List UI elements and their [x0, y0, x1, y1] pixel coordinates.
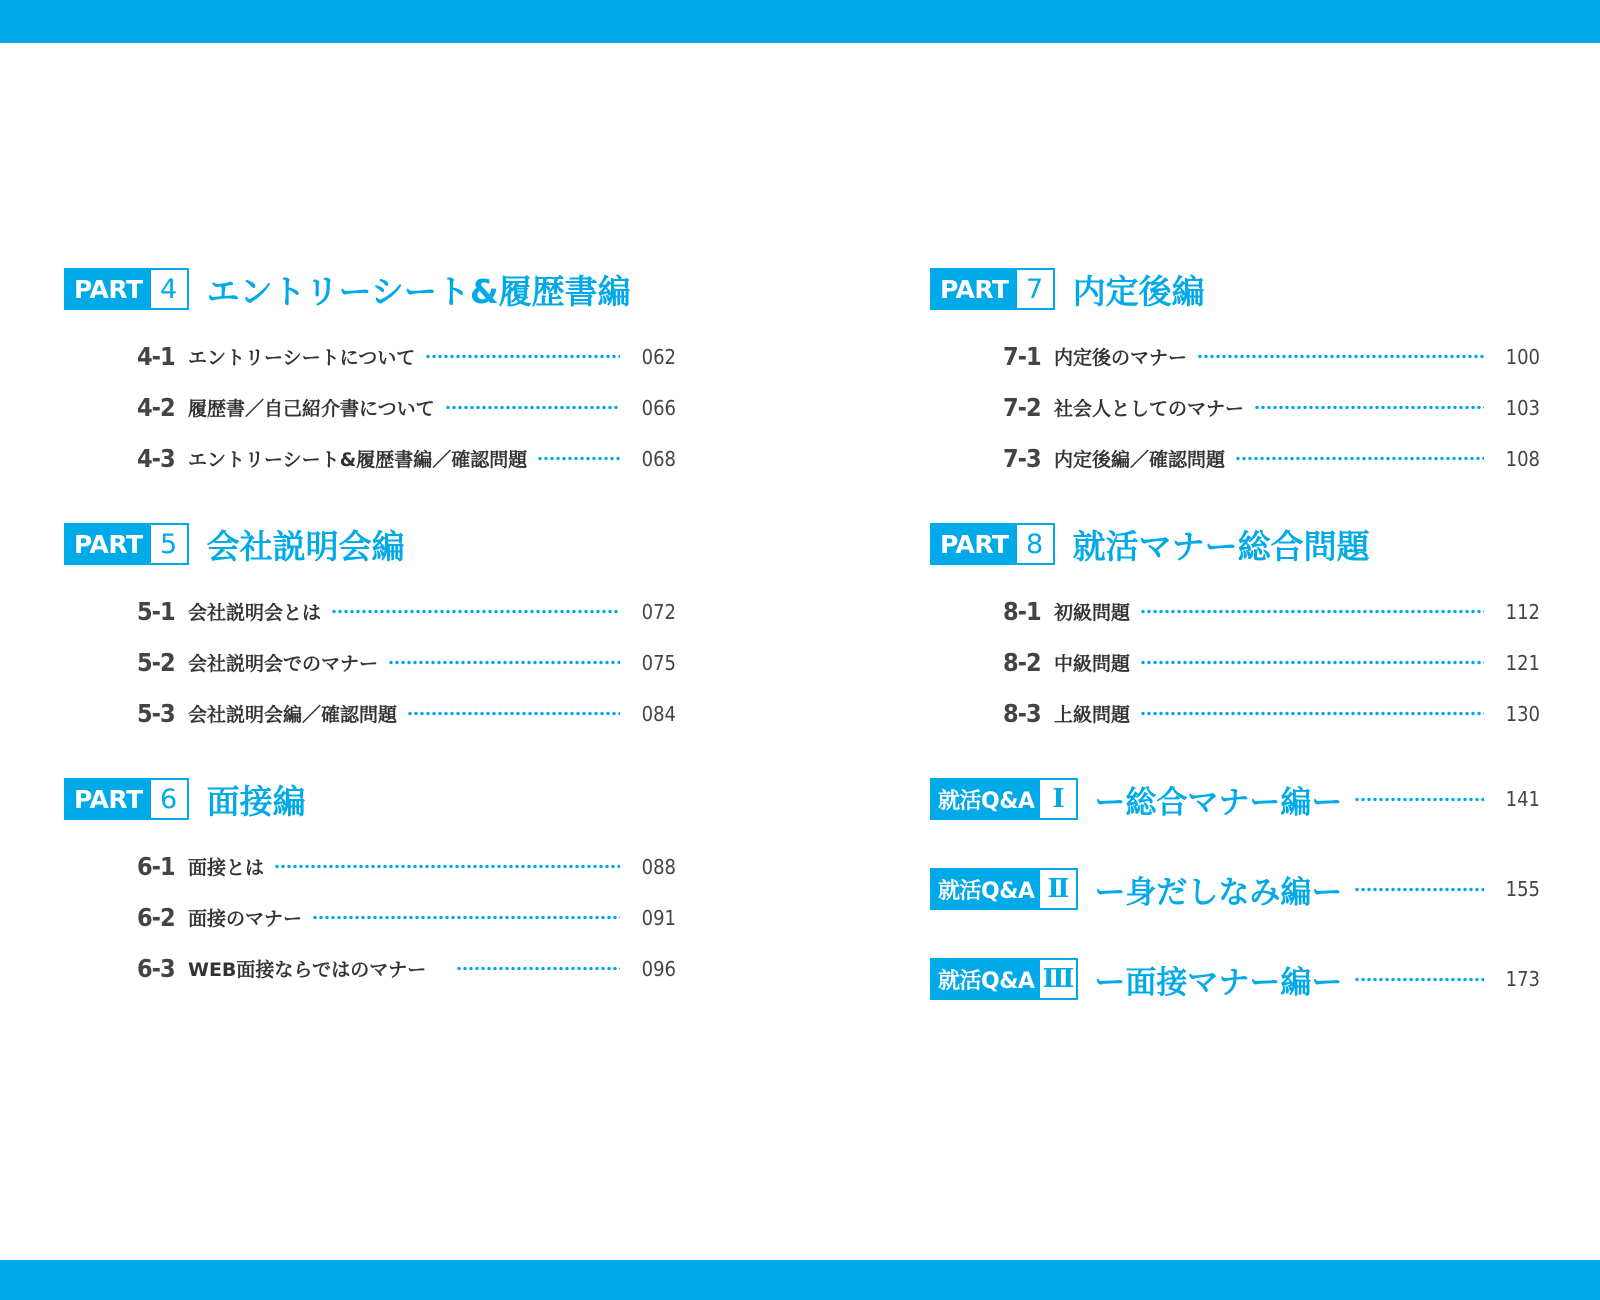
part-heading [64, 522, 676, 566]
entry-page-number: 088 [641, 854, 676, 879]
toc-entry[interactable] [1003, 586, 1540, 637]
part-title[interactable]: エントリーシート&履歴書編 [206, 271, 631, 311]
qa-page-number: 173 [1505, 967, 1540, 991]
qa-page-number: 155 [1505, 877, 1540, 901]
entry-list [1003, 331, 1540, 484]
toc-entry[interactable] [137, 331, 676, 382]
toc-entry[interactable] [137, 586, 676, 637]
toc-entry[interactable] [137, 637, 676, 688]
toc-entry[interactable] [1003, 433, 1540, 484]
part-badge-label: PART [66, 525, 151, 563]
toc-entry[interactable] [137, 943, 676, 994]
entry-title: 社会人としてのマナー [1054, 398, 1245, 420]
entry-title: 初級問題 [1054, 602, 1131, 624]
part-badge-number: 7 [1017, 270, 1053, 308]
part-badge-number: 6 [151, 780, 187, 818]
part-heading [930, 522, 1540, 566]
dot-leader [1254, 405, 1484, 410]
dot-leader [274, 864, 620, 869]
entry-page-number: 075 [641, 650, 676, 675]
entry-page-number: 096 [641, 956, 676, 981]
entry-list [137, 586, 676, 739]
toc-entry[interactable] [1003, 331, 1540, 382]
qa-title: ー面接マナー編ー [1094, 964, 1343, 1001]
qa-badge-label: 就活Q&A [932, 870, 1040, 908]
part-5-section [64, 522, 676, 739]
qa-section-2[interactable] [930, 867, 1540, 911]
part-heading [64, 267, 676, 311]
entry-number: 6-2 [137, 903, 175, 932]
qa-badge [930, 868, 1078, 910]
part-4-section [64, 267, 676, 484]
part-badge [930, 268, 1055, 310]
entry-page-number: 062 [641, 344, 676, 369]
entry-number: 5-1 [137, 597, 175, 626]
dot-leader [1235, 456, 1484, 461]
part-badge-label: PART [66, 780, 151, 818]
entry-title: 会社説明会とは [188, 602, 322, 624]
toc-right-column [930, 267, 1540, 1047]
entry-title: エントリーシート&履歴書編／確認問題 [188, 449, 528, 471]
qa-title: ー総合マナー編ー [1094, 784, 1343, 821]
entry-number: 8-1 [1003, 597, 1041, 626]
entry-number: 5-2 [137, 648, 175, 677]
qa-badge-number: Ⅱ [1040, 870, 1076, 908]
part-badge-label: PART [932, 525, 1017, 563]
entry-page-number: 100 [1505, 344, 1540, 369]
entry-title: 内定後のマナー [1054, 347, 1188, 369]
toc-entry[interactable] [1003, 382, 1540, 433]
entry-page-number: 091 [641, 905, 676, 930]
entry-number: 8-2 [1003, 648, 1041, 677]
entry-title: エントリーシートについて [188, 347, 416, 369]
entry-page-number: 066 [641, 395, 676, 420]
toc-entry[interactable] [1003, 688, 1540, 739]
dot-leader [1140, 660, 1484, 665]
entry-title: 履歴書／自己紹介書について [188, 398, 435, 420]
entry-list [137, 331, 676, 484]
part-title[interactable]: 就活マナー総合問題 [1072, 526, 1370, 566]
part-6-section [64, 777, 676, 994]
entry-title: 会社説明会でのマナー [188, 653, 379, 675]
part-badge-label: PART [932, 270, 1017, 308]
top-color-band [0, 0, 1600, 43]
entry-page-number: 112 [1505, 599, 1540, 624]
entry-page-number: 072 [641, 599, 676, 624]
toc-entry[interactable] [137, 433, 676, 484]
part-badge-number: 8 [1017, 525, 1053, 563]
dot-leader [1140, 711, 1484, 716]
entry-title: 面接とは [188, 857, 265, 879]
entry-page-number: 121 [1505, 650, 1540, 675]
toc-entry[interactable] [137, 382, 676, 433]
entry-title: 会社説明会編／確認問題 [188, 704, 398, 726]
part-badge [64, 268, 189, 310]
part-badge-label: PART [66, 270, 151, 308]
entry-page-number: 108 [1505, 446, 1540, 471]
toc-left-column [64, 267, 676, 1032]
entry-number: 4-2 [137, 393, 175, 422]
bottom-color-band [0, 1260, 1600, 1300]
entry-page-number: 068 [641, 446, 676, 471]
dot-leader [1197, 354, 1484, 359]
entry-list [1003, 586, 1540, 739]
dot-leader [456, 966, 620, 971]
qa-badge-label: 就活Q&A [932, 780, 1040, 818]
entry-number: 4-3 [137, 444, 175, 473]
part-badge [64, 778, 189, 820]
qa-badge-number: Ⅲ [1040, 960, 1076, 998]
dot-leader [388, 660, 620, 665]
entry-title: 中級問題 [1054, 653, 1131, 675]
entry-list [137, 841, 676, 994]
dot-leader [537, 456, 620, 461]
dot-leader [1140, 609, 1484, 614]
part-title[interactable]: 面接編 [206, 781, 306, 821]
part-badge-number: 5 [151, 525, 187, 563]
toc-entry[interactable] [137, 892, 676, 943]
qa-title: ー身だしなみ編ー [1094, 874, 1343, 911]
dot-leader [331, 609, 620, 614]
entry-title: 面接のマナー [188, 908, 303, 930]
dot-leader [1354, 797, 1484, 802]
entry-page-number: 084 [641, 701, 676, 726]
part-badge [64, 523, 189, 565]
qa-badge-number: Ⅰ [1040, 780, 1076, 818]
part-title[interactable]: 会社説明会編 [206, 526, 405, 566]
entry-number: 7-1 [1003, 342, 1041, 371]
entry-title: WEB面接ならではのマナー [188, 959, 427, 981]
entry-page-number: 103 [1505, 395, 1540, 420]
qa-badge-label: 就活Q&A [932, 960, 1040, 998]
dot-leader [1354, 977, 1484, 982]
part-badge-number: 4 [151, 270, 187, 308]
part-heading [930, 267, 1540, 311]
part-7-section [930, 267, 1540, 484]
toc-entry[interactable] [1003, 637, 1540, 688]
entry-number: 7-2 [1003, 393, 1041, 422]
entry-number: 4-1 [137, 342, 175, 371]
dot-leader [425, 354, 620, 359]
dot-leader [312, 915, 620, 920]
qa-page-number: 141 [1505, 787, 1540, 811]
qa-section-3[interactable] [930, 957, 1540, 1001]
qa-badge [930, 958, 1078, 1000]
entry-number: 5-3 [137, 699, 175, 728]
part-badge [930, 523, 1055, 565]
entry-title: 上級問題 [1054, 704, 1131, 726]
entry-number: 7-3 [1003, 444, 1041, 473]
toc-entry[interactable] [137, 841, 676, 892]
part-heading [64, 777, 676, 821]
dot-leader [1354, 887, 1484, 892]
entry-number: 6-1 [137, 852, 175, 881]
qa-badge [930, 778, 1078, 820]
dot-leader [445, 405, 620, 410]
part-8-section [930, 522, 1540, 739]
entry-number: 6-3 [137, 954, 175, 983]
part-title[interactable]: 内定後編 [1072, 271, 1205, 311]
entry-number: 8-3 [1003, 699, 1041, 728]
entry-title: 内定後編／確認問題 [1054, 449, 1226, 471]
dot-leader [407, 711, 620, 716]
toc-entry[interactable] [137, 688, 676, 739]
entry-page-number: 130 [1505, 701, 1540, 726]
qa-section-1[interactable] [930, 777, 1540, 821]
